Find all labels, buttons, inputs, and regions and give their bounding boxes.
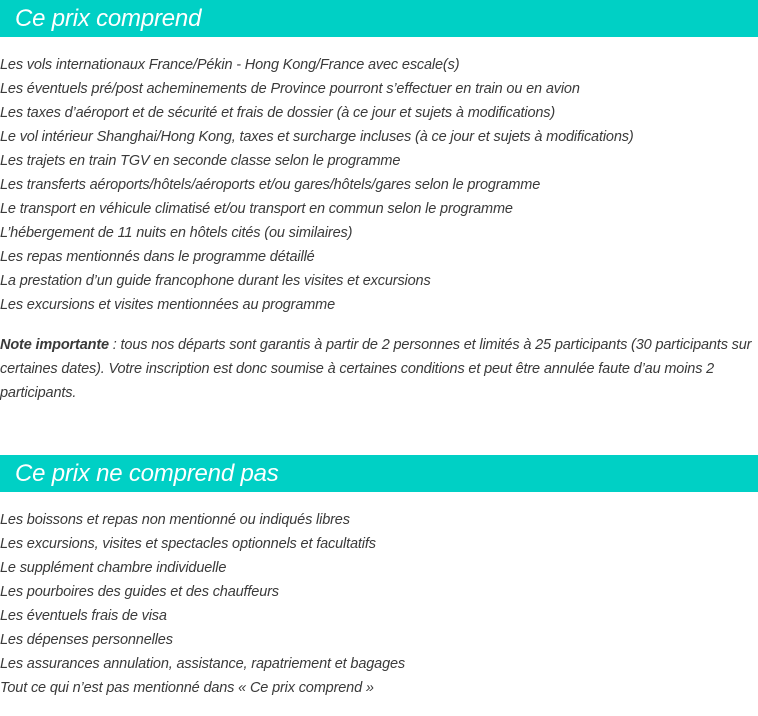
list-item: L’hébergement de 11 nuits en hôtels cités (ou similaires) [0,225,353,241]
excluded-section-title: Ce prix ne comprend pas [0,455,758,492]
list-item: Les transferts aéroports/hôtels/aéroports et/ou gares/hôtels/gares selon le programme [0,177,541,193]
note-label: Note importante [0,337,109,353]
list-item: Les trajets en train TGV en seconde classe selon le programme [0,153,401,169]
list-item: Le supplément chambre individuelle [0,560,227,576]
list-item: La prestation d’un guide francophone durant les visites et excursions [0,273,431,289]
list-item: Les assurances annulation, assistance, rapatriement et bagages [0,656,406,672]
list-item: Tout ce qui n’est pas mentionné dans « Ce prix comprend » [0,680,374,696]
list-item: Le transport en véhicule climatisé et/ou transport en commun selon le programme [0,201,513,217]
list-item: Le vol intérieur Shanghai/Hong Kong, taxes et surcharge incluses (à ce jour et sujets à modifications) [0,129,634,145]
included-section-title: Ce prix comprend [0,0,758,37]
list-item: Les excursions, visites et spectacles optionnels et facultatifs [0,536,376,552]
list-item: Les éventuels pré/post acheminements de Province pourront s’effectuer en train ou en avion [0,81,580,97]
list-item: Les excursions et visites mentionnées au programme [0,297,336,313]
list-item: Les boissons et repas non mentionné ou indiqués libres [0,512,350,528]
excluded-list [0,508,405,700]
list-item: Les dépenses personnelles [0,632,173,648]
list-item: Les repas mentionnés dans le programme détaillé [0,249,315,265]
list-item: Les vols internationaux France/Pékin - Hong Kong/France avec escale(s) [0,57,460,73]
list-item: Les éventuels frais de visa [0,608,167,624]
list-item: Les pourboires des guides et des chauffeurs [0,584,279,600]
included-list [0,53,634,317]
important-note [0,333,758,405]
note-text: : tous nos départs sont garantis à partir de 2 personnes et limités à 25 participants (30 participants sur certaines dates). Votre inscription est donc soumise à certaines conditions et peut être annulée faute d’au moins 2 participants. [0,337,752,401]
list-item: Les taxes d’aéroport et de sécurité et frais de dossier (à ce jour et sujets à modifications) [0,105,556,121]
